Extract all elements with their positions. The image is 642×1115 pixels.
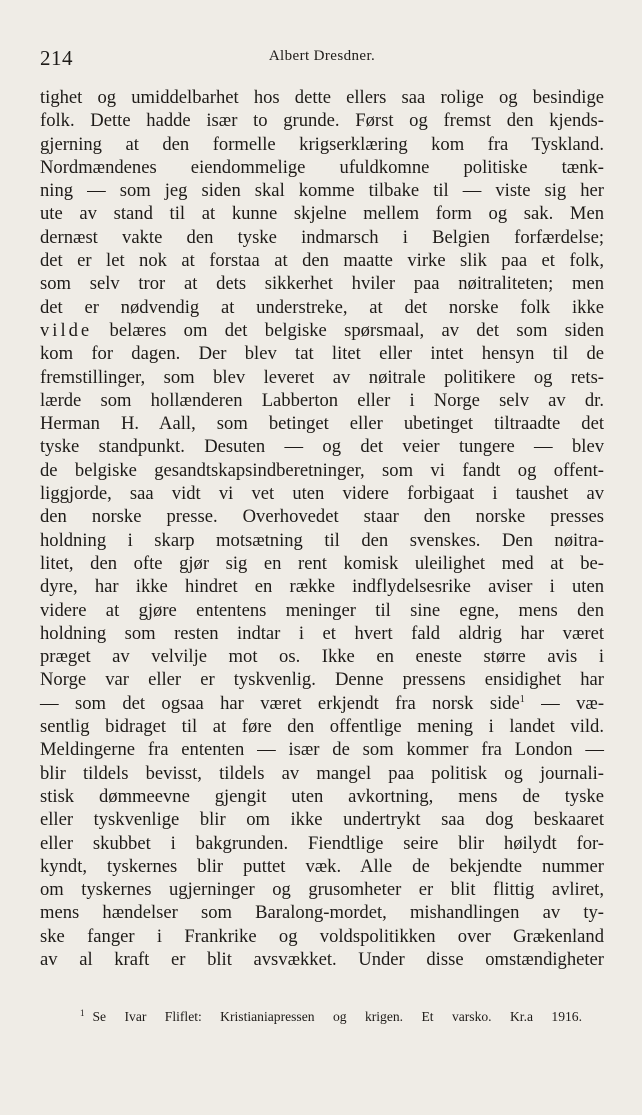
text-line: Norge var eller er tyskvenlig. Denne pressens ensidighet har (40, 669, 604, 691)
text-line: stisk dømmeevne gjengit uten avkortning, mens de tyske (40, 785, 604, 807)
text-line: kom for dagen. Der blev tat litet eller intet hensyn til de (40, 343, 604, 365)
text-line: sentlig bidraget til at føre den offentlige mening i landet vild. (40, 716, 604, 738)
footnote-reference[interactable]: 1 (519, 693, 525, 705)
text-line-after: — væ- (524, 692, 605, 714)
text-line: Nordmændenes eiendommelige ufuldkomne politiske tænk- (40, 156, 604, 178)
text-line: det er let nok at forstaa at den maatte virke slik paa et folk, (40, 250, 604, 272)
text-line: eller skubbet i bakgrunden. Fiendtlige seire blir høilydt for- (40, 832, 604, 854)
text-line: kyndt, tyskernes blir puttet væk. Alle de bekjendte nummer (40, 855, 604, 877)
text-line: blir tildels bevisst, tildels av mangel paa politisk og journali- (40, 762, 604, 784)
text-line: Herman H. Aall, som betinget eller ubetinget tiltraadte det (40, 413, 604, 435)
text-line-footnote-ref (40, 692, 604, 715)
footnote (80, 1004, 582, 1026)
text-line: tyske standpunkt. Desuten — og det veier tungere — blev (40, 436, 604, 458)
spaced-emphasis: vilde (40, 319, 93, 341)
footnote-mark: 1 (80, 1008, 85, 1018)
text-line: videre at gjøre ententens meninger til sine egne, mens den (40, 599, 604, 621)
text-line-before: — som det ogsaa har været erkjendt fra norsk side (40, 692, 520, 714)
body-text (40, 86, 604, 971)
text-line: tighet og umiddelbarhet hos dette ellers saa rolige og besindige (40, 87, 604, 108)
page-number: 214 (40, 46, 73, 70)
text-line: præget av velvilje mot os. Ikke en eneste større avis i (40, 646, 604, 668)
running-head: Albert Dresdner. (268, 48, 376, 64)
footnote-text: Se Ivar Fliflet: Kristianiapressen og krigen. Et varsko. Kr.a 1916. (92, 1009, 582, 1024)
text-line: eller tyskvenlige blir om ikke undertrykt saa dog beskaaret (40, 809, 604, 831)
text-line: ute av stand til at kunne skjelne mellem form og sak. Men (40, 203, 604, 225)
text-line: holdning i skarp motsætning til den svenskes. Den nøitra- (40, 529, 604, 551)
text-line: om tyskernes ugjerninger og grusomheter er blit flittig avliret, (40, 879, 604, 901)
text-line-spaced (40, 319, 604, 342)
text-line: den norske presse. Overhovedet staar den norske presses (40, 506, 604, 528)
text-line: litet, den ofte gjør sig en rent komisk uleilighet med at be- (40, 552, 604, 574)
text-line-rest: belæres om det belgiske spørsmaal, av det som siden (92, 319, 604, 341)
text-line: fremstillinger, som blev leveret av nøitrale politikere og rets- (40, 366, 604, 388)
page-header (40, 40, 604, 70)
text-line: som selv tror at dets sikkerhet hviler paa nøitraliteten; men (40, 273, 604, 295)
text-line: av al kraft er blit avsvækket. Under disse omstændigheter (40, 948, 604, 970)
text-line: lærde som hollænderen Labberton eller i Norge selv av dr. (40, 389, 604, 411)
text-line: Meldingerne fra ententen — især de som kommer fra London — (40, 739, 604, 761)
text-line: folk. Dette hadde især to grunde. Først og fremst den kjends- (40, 110, 604, 132)
text-line: gjerning at den formelle krigserklæring kom fra Tyskland. (40, 133, 604, 155)
text-line: ske fanger i Frankrike og voldspolitikken over Grækenland (40, 925, 604, 947)
text-line: mens hændelser som Baralong-mordet, mishandlingen av ty- (40, 902, 604, 924)
text-line: det er nødvendig at understreke, at det norske folk ikke (40, 296, 604, 318)
text-line: dyre, har ikke hindret en række indflydelsesrike aviser i uten (40, 576, 604, 598)
text-line: liggjorde, saa vidt vi vet uten videre forbigaat i taushet av (40, 483, 604, 505)
text-line: holdning som resten indtar i et hvert fald aldrig har været (40, 622, 604, 644)
text-line: dernæst vakte den tyske indmarsch i Belgien forfærdelse; (40, 226, 604, 248)
text-line: ning — som jeg siden skal komme tilbake til — viste sig her (40, 180, 604, 202)
text-line: de belgiske gesandtskapsindberetninger, som vi fandt og offent- (40, 459, 604, 481)
